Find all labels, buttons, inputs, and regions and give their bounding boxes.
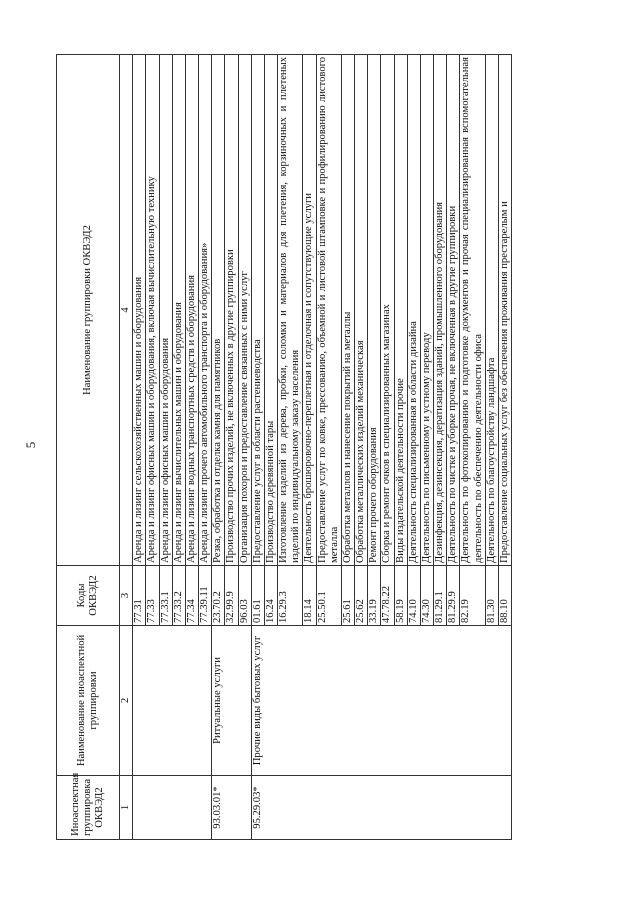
okved-code: 33.19 (368, 566, 381, 626)
header-col4: Наименование группировки ОКВЭД2 (57, 55, 120, 566)
okved-name: Аренда и лизинг вычислительных машин и оборудования (172, 55, 185, 566)
okved-code: 82.19 (460, 566, 485, 626)
column-number: 4 (120, 55, 133, 566)
okved-code: 77.34 (185, 566, 198, 626)
okved-name: Обработка металлических изделий механическая (355, 55, 368, 566)
okved-name: Организация похорон и предоставление связанных с ними услуг (238, 55, 251, 566)
table-row (212, 55, 225, 840)
okved-name: Аренда и лизинг прочего автомобильного транспорта и оборудования» (199, 55, 212, 566)
okved-code: 25.61 (341, 566, 354, 626)
okved-name: Изготовление изделий из дерева, пробки, соломки и материалов для плетения, корзиночных и плетеных изделий по индивидуальному заказу населения (278, 55, 303, 566)
header-col3: Коды ОКВЭД2 (57, 566, 120, 626)
okved-code: 58.19 (394, 566, 407, 626)
okved-name: Деятельность по фотокопированию и подготовке документов и прочая специализированная вспомогательная деятельность по обеспечению деятельности офиса (460, 55, 485, 566)
okved-code: 77.33.2 (172, 566, 185, 626)
okved-name: Деятельность по благоустройству ландшафта (485, 55, 498, 566)
group-name: Прочие виды бытовых услуг (251, 626, 511, 776)
okved-name: Виды издательской деятельности прочие (394, 55, 407, 566)
okved-code: 88.10 (498, 566, 511, 626)
column-number: 3 (120, 566, 133, 626)
okved-code: 25.62 (355, 566, 368, 626)
okved-name: Предоставление услуг в области растениеводства (251, 55, 264, 566)
okved-name: Деятельность по чистке и уборке прочая, не включенная в другие группировки (447, 55, 460, 566)
header-col1: Иноаспектная группировка ОКВЭД2 (57, 776, 120, 840)
okved-code: 81.30 (485, 566, 498, 626)
okved-name: Деятельность брошюровочно-переплетная и отделочная и сопутствующие услуги (303, 55, 316, 566)
okved-name: Аренда и лизинг сельскохозяйственных машин и оборудования (133, 55, 146, 566)
group-name: Ритуальные услуги (212, 626, 252, 776)
table-row (133, 55, 146, 840)
rotated-table-wrapper (56, 55, 581, 840)
okved-name: Дезинфекция, дезинсекция, дератизация зданий, промышленного оборудования (434, 55, 447, 566)
okved-code: 47.78.22 (381, 566, 394, 626)
group-code: 93.03.01* (212, 776, 252, 840)
okved-code: 16.29.3 (278, 566, 303, 626)
group-code: 95.29.03* (251, 776, 511, 840)
okved-name: Резка, обработка и отделка камня для памятников (212, 55, 225, 566)
okved-name: Аренда и лизинг офисных машин и оборудования, включая вычислительную технику (146, 55, 159, 566)
okved-name: Сборка и ремонт очков в специализированных магазинах (381, 55, 394, 566)
okved-name: Аренда и лизинг офисных машин и оборудования (159, 55, 172, 566)
column-number: 2 (120, 626, 133, 776)
okved-code: 96.03 (238, 566, 251, 626)
okved-code: 18.14 (303, 566, 316, 626)
table-body (133, 55, 512, 840)
group-name (133, 626, 212, 776)
okved-name: Предоставление социальных услуг без обеспечения проживания престарелым и (498, 55, 511, 566)
okved-name: Производство прочих изделий, не включенных в другие группировки (225, 55, 238, 566)
okved-table (56, 54, 512, 840)
column-number: 1 (120, 776, 133, 840)
okved-name: Производство деревянной тары (264, 55, 277, 566)
okved-code: 23.70.2 (212, 566, 225, 626)
okved-code: 77.33 (146, 566, 159, 626)
okved-code: 77.33.1 (159, 566, 172, 626)
okved-code: 32.99.9 (225, 566, 238, 626)
okved-name: Обработка металлов и нанесение покрытий на металлы (341, 55, 354, 566)
okved-code: 74.10 (407, 566, 420, 626)
okved-code: 77.39.11 (199, 566, 212, 626)
page-number: 5 (23, 441, 38, 449)
okved-code: 81.29.1 (434, 566, 447, 626)
okved-code: 01.61 (251, 566, 264, 626)
header-row (57, 55, 120, 840)
okved-name: Аренда и лизинг водных транспортных средств и оборудования (185, 55, 198, 566)
okved-name: Предоставление услуг по ковке, прессованию, объемной и листовой штамповке и профилированию листового металла (316, 55, 341, 566)
table-row (251, 55, 264, 840)
okved-name: Деятельность специализированная в области дизайна (407, 55, 420, 566)
okved-code: 81.29.9 (447, 566, 460, 626)
column-number-row (120, 55, 133, 840)
okved-code: 77.31 (133, 566, 146, 626)
okved-name: Деятельность по письменному и устному переводу (420, 55, 433, 566)
header-col2: Наименование иноаспектной группировки (57, 626, 120, 776)
okved-code: 16.24 (264, 566, 277, 626)
okved-code: 25.50.1 (316, 566, 341, 626)
okved-name: Ремонт прочего оборудования (368, 55, 381, 566)
group-code (133, 776, 212, 840)
okved-code: 74.30 (420, 566, 433, 626)
